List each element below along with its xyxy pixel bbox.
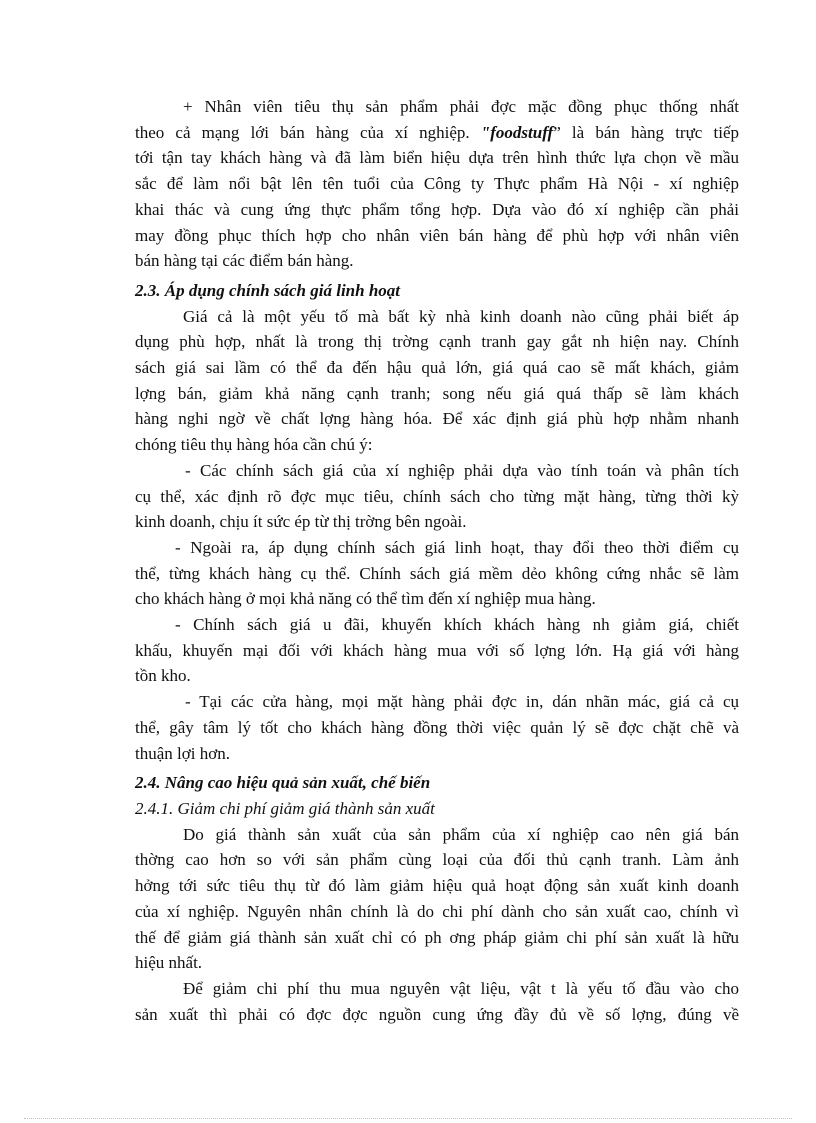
section-heading-2-4: 2.4. Nâng cao hiệu quả sản xuất, chế biến	[135, 773, 431, 793]
paragraph-material-cost	[135, 976, 739, 1027]
text-line: chóng tiêu thụ hàng hóa cần chú ý:	[135, 435, 373, 455]
text-line: sắc để làm nổi bật lên tên tuổi của Công ty Thực phẩm Hà Nội - xí nghiệp	[135, 174, 739, 194]
bullet-pricing-policy	[135, 458, 739, 535]
text-line: hàng nghi ngờ về chất lợng hàng hóa. Để xác định giá phù hợp nhằm nhanh	[135, 409, 739, 429]
text-line: - Tại các cửa hàng, mọi mặt hàng phải đợc in, dán nhãn mác, giá cả cụ	[185, 692, 739, 712]
text-line: cụ thể, xác định rõ đợc mục tiêu, chính sách cho từng mặt hàng, từng thời kỳ	[135, 486, 739, 506]
bullet-labeling	[135, 689, 739, 766]
bullet-discount-policy	[135, 612, 739, 689]
text-line: của xí nghiệp. Nguyên nhân chính là do chi phí dành cho sản xuất cao, chính vì	[135, 901, 739, 921]
text-line: thể, từng khách hàng cụ thể. Chính sách giá mềm dẻo không cứng nhắc sẽ làm	[135, 563, 739, 583]
text-line: kinh doanh, chịu ít sức ép từ thị trờng bên ngoài.	[135, 512, 467, 532]
subsection-heading-2-4-1: 2.4.1. Giảm chi phí giảm giá thành sản xuất	[135, 798, 435, 818]
text-line: tồn kho.	[135, 666, 191, 686]
page-bottom-divider	[24, 1118, 792, 1119]
text-line: khấu, khuyến mại đối với khách hàng mua với số lợng lớn. Hạ giá với hàng	[135, 640, 739, 660]
foodstuff-brand: "foodstuff	[480, 122, 554, 142]
text-line: tới tận tay khách hàng và đã làm biển hiệu dựa trên hình thức lựa chọn về mầu	[135, 148, 739, 168]
section-heading-2-3: 2.3. Áp dụng chính sách giá linh hoạt	[135, 280, 401, 300]
text-line: khai thác và cung ứng thực phẩm tổng hợp. Dựa vào đó xí nghiệp cần phải	[135, 199, 739, 219]
text-line: sản xuất thì phải có đợc đợc nguồn cung ứng đầy đủ về số lợng, đúng về	[135, 1004, 739, 1024]
text-line: Giá cả là một yếu tố mà bất kỳ nhà kinh doanh nào cũng phải biết áp	[183, 306, 739, 326]
text-line: cho khách hàng ở mọi khả năng có thể tìm đến xí nghiệp mua hàng.	[135, 589, 596, 609]
text-line: thể, gây tâm lý tốt cho khách hàng đồng thời việc quản lý sẽ đợc chặt chẽ và	[135, 717, 739, 737]
text-line: may đồng phục thích hợp cho nhân viên bán hàng để phù hợp với nhân viên	[135, 225, 739, 245]
text-line: - Ngoài ra, áp dụng chính sách giá linh hoạt, thay đổi theo thời điểm cụ	[175, 537, 739, 557]
text-line: lợng bán, giảm khả năng cạnh tranh; song nếu giá quá thấp sẽ làm khách	[135, 383, 739, 403]
text-line: - Chính sách giá u đãi, khuyến khích khách hàng nh giảm giá, chiết	[175, 615, 739, 635]
text-line: dụng phù hợp, nhất là trong thị trờng cạnh tranh gay gắt nh hiện nay. Chính	[135, 332, 739, 352]
text-line: hiệu nhất.	[135, 953, 203, 973]
paragraph-production-cost	[135, 822, 739, 976]
paragraph-pricing-intro	[135, 304, 739, 458]
paragraph-uniform	[135, 94, 739, 274]
text-line: hởng tới sức tiêu thụ từ đó làm giảm hiệu quả hoạt động sản xuất kinh doanh	[135, 876, 739, 896]
text-line: + Nhân viên tiêu thụ sản phẩm phải đợc mặc đồng phục thống nhất	[183, 97, 739, 116]
text-line: Để giảm chi phí thu mua nguyên vật liệu, vật t là yếu tố đầu vào cho	[183, 978, 739, 998]
document-body	[135, 94, 739, 1027]
text-line: thờng cao hơn so với sản phẩm cùng loại của đối thủ cạnh tranh. Làm ảnh	[135, 850, 739, 870]
text-line: - Các chính sách giá của xí nghiệp phải dựa vào tính toán và phân tích	[185, 460, 739, 480]
text-line: thế để giảm giá thành sản xuất chỉ có ph ơng pháp giảm chi phí sản xuất là hữu	[135, 927, 739, 947]
text-line: Do giá thành sản xuất của sản phẩm của xí nghiệp cao nên giá bán	[183, 824, 739, 844]
text-line: sách giá sai lầm có thể đa đến hậu quả lớn, giá quá cao sẽ mất khách, giảm	[135, 358, 739, 378]
text-line: bán hàng tại các điểm bán hàng.	[135, 251, 354, 271]
bullet-flexible-pricing	[135, 535, 739, 612]
text-line: theo cả mạng lới bán hàng của xí nghiệp. "foodstuff” là bán hàng trực tiếp	[135, 122, 739, 142]
text-line: thuận lợi hơn.	[135, 743, 230, 763]
